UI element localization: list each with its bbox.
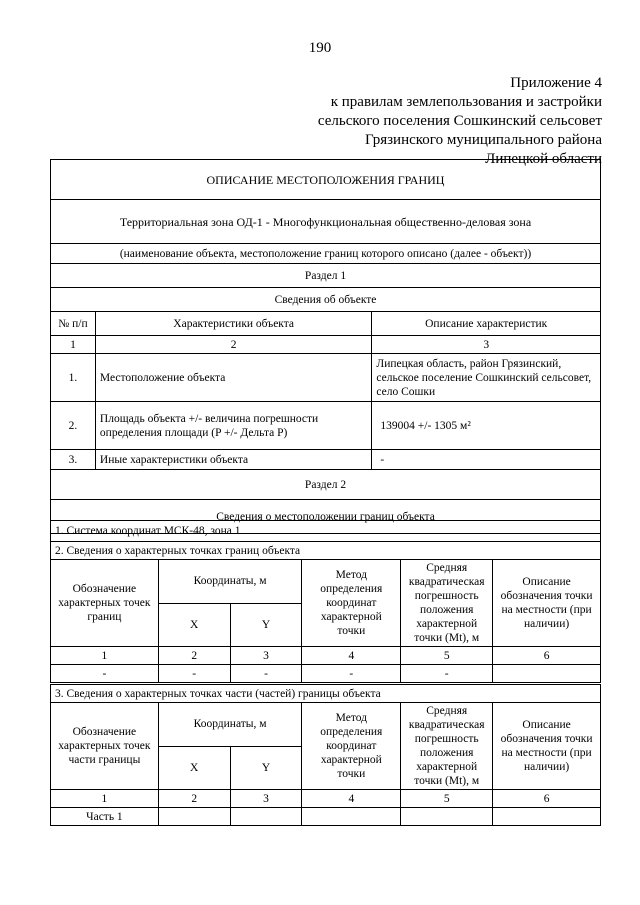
cell: -	[401, 665, 493, 683]
parts-heading: 3. Сведения о характерных точках части (частей) границы объекта	[51, 685, 601, 703]
cell	[158, 808, 230, 826]
row-value: 139004 +/- 1305 м²	[372, 402, 601, 450]
section-2-heading: Сведения о местоположении границ объекта	[51, 500, 601, 534]
col-coords: Координаты, м	[158, 560, 302, 604]
col-number: 6	[493, 647, 601, 665]
row-num: 3.	[51, 450, 96, 470]
col-number: 5	[401, 647, 493, 665]
col-y: Y	[230, 603, 302, 647]
row-num: 1.	[51, 354, 96, 402]
cell	[302, 808, 401, 826]
section-1-label: Раздел 1	[51, 264, 601, 288]
cell: -	[230, 665, 302, 683]
appendix-header	[318, 74, 602, 169]
cell	[493, 808, 601, 826]
page-number: 190	[308, 40, 332, 56]
col-designation: Обозначение характерных точек части границы	[51, 703, 159, 790]
cell: -	[51, 665, 159, 683]
cell	[493, 665, 601, 683]
col-header-characteristic: Характеристики объекта	[95, 312, 371, 336]
col-number: 2	[95, 336, 371, 354]
col-number: 3	[230, 647, 302, 665]
col-number: 1	[51, 647, 159, 665]
col-x: X	[158, 746, 230, 790]
row-value: -	[372, 450, 601, 470]
appendix-line-3: сельского поселения Сошкинский сельсовет	[317, 113, 602, 129]
col-number: 4	[302, 790, 401, 808]
cell: -	[158, 665, 230, 683]
appendix-line-1: Приложение 4	[510, 75, 602, 91]
col-description: Описание обозначения точки на местности (при наличии)	[493, 560, 601, 647]
col-error: Средняя квадратическая погрешность положения характерной точки (Mt), м	[401, 703, 493, 790]
col-designation: Обозначение характерных точек границ	[51, 560, 159, 647]
col-error: Средняя квадратическая погрешность положения характерной точки (Mt), м	[401, 560, 493, 647]
points-table	[50, 520, 601, 683]
table-row	[51, 402, 601, 450]
table-row	[51, 354, 601, 402]
col-method: Метод определения координат характерной точки	[302, 560, 401, 647]
col-method: Метод определения координат характерной точки	[302, 703, 401, 790]
object-info-table	[50, 159, 601, 534]
table-row	[51, 665, 601, 683]
row-num: 2.	[51, 402, 96, 450]
row-name: Местоположение объекта	[95, 354, 371, 402]
col-description: Описание обозначения точки на местности (при наличии)	[493, 703, 601, 790]
zone-name: Территориальная зона ОД-1 - Многофункциональная общественно-деловая зона	[51, 200, 601, 244]
cell	[401, 808, 493, 826]
appendix-line-5: Липецкой области	[485, 151, 602, 167]
col-number: 1	[51, 336, 96, 354]
cell	[230, 808, 302, 826]
col-header-description: Описание характеристик	[372, 312, 601, 336]
col-x: X	[158, 603, 230, 647]
table-row	[51, 450, 601, 470]
part-label: Часть 1	[51, 808, 159, 826]
table-row	[51, 808, 601, 826]
coord-system: 1. Система координат МСК-48, зона 1	[51, 521, 601, 542]
appendix-line-4: Грязинского муниципального района	[365, 132, 602, 148]
col-number: 4	[302, 647, 401, 665]
col-number: 2	[158, 790, 230, 808]
section-2-label: Раздел 2	[51, 470, 601, 500]
col-number: 3	[372, 336, 601, 354]
cell: -	[302, 665, 401, 683]
row-name: Иные характеристики объекта	[95, 450, 371, 470]
section-1-heading: Сведения об объекте	[51, 288, 601, 312]
col-number: 6	[493, 790, 601, 808]
row-name: Площадь объекта +/- величина погрешности определения площади (P +/- Дельта P)	[95, 402, 371, 450]
col-header-num: № п/п	[51, 312, 96, 336]
points-heading: 2. Сведения о характерных точках границ объекта	[51, 542, 601, 560]
document-title: ОПИСАНИЕ МЕСТОПОЛОЖЕНИЯ ГРАНИЦ	[51, 160, 601, 200]
parts-table	[50, 684, 601, 826]
col-number: 1	[51, 790, 159, 808]
appendix-line-2: к правилам землепользования и застройки	[330, 94, 602, 110]
object-note: (наименование объекта, местоположение границ которого описано (далее - объект))	[51, 244, 601, 264]
col-number: 2	[158, 647, 230, 665]
row-value: Липецкая область, район Грязинский, сельское поселение Сошкинский сельсовет, село Сошки	[372, 354, 601, 402]
col-number: 3	[230, 790, 302, 808]
col-number: 5	[401, 790, 493, 808]
col-y: Y	[230, 746, 302, 790]
col-coords: Координаты, м	[158, 703, 302, 747]
